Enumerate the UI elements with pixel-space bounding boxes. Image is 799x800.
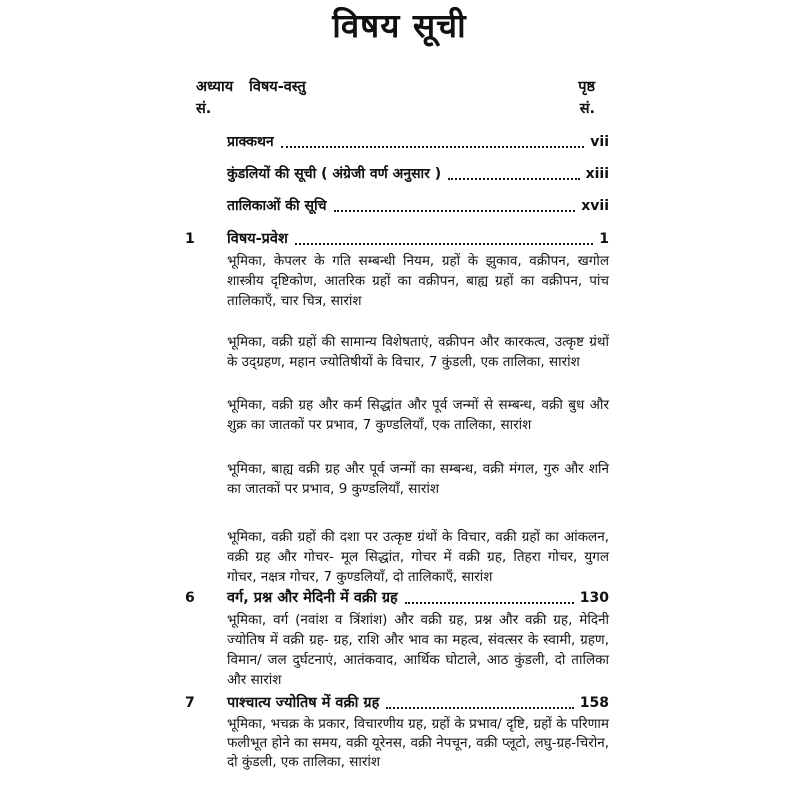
chapter-description: भूमिका, भचक्र के प्रकार, विचारणीय ग्रह, ग्रहों के प्रभाव/ दृष्टि, ग्रहों के परिणाम फलीभूत होने का समय, वक्री यूरेनस, वक्री नेपचून, वक्री प्लूटो, लघु-ग्रह-चिरोन, दो कुंडली, एक तालिका, सारांश xyxy=(227,716,609,770)
chapter-title: पाश्चात्य ज्योतिष में वक्री ग्रह xyxy=(227,695,380,711)
toc-entry-chapter-2 xyxy=(185,332,609,372)
toc-column-headers xyxy=(185,76,609,120)
page-title: विषय सूची xyxy=(332,6,467,45)
toc-entry-chapter-1 xyxy=(185,228,609,311)
front-matter-row-preface xyxy=(227,132,609,153)
toc-entry-chapter-7 xyxy=(185,692,609,772)
front-matter-label: प्राक्कथन xyxy=(227,134,274,150)
chapter-title: वर्ग, प्रश्न और मेदिनी में वक्री ग्रह xyxy=(227,590,398,606)
chapter-description: भूमिका, वक्री ग्रहों की सामान्य विशेषताएं, वक्रीपन और कारकत्व, उत्कृष्ट ग्रंथों के उद्ग्रहण, महान ज्योतिषीयों के विचार, 7 कुंडली, एक तालिका, सारांश xyxy=(227,334,609,370)
chapter-description: भूमिका, वक्री ग्रह और कर्म सिद्धांत और पूर्व जन्मों से सम्बन्ध, वक्री बुध और शुक्र का जातकों पर प्रभाव, 7 कुण्डलियाँ, एक तालिका, सारांश xyxy=(227,397,609,433)
header-page-abbr: सं. xyxy=(579,101,595,117)
chapter-description: भूमिका, बाह्य वक्री ग्रह और पूर्व जन्मों का सम्बन्ध, वक्री मंगल, गुरु और शनि का जातकों पर प्रभाव, 9 कुण्डलियाँ, सारांश xyxy=(227,461,609,497)
chapter-description: भूमिका, वर्ग (नवांश व त्रिंशांश) और वक्री ग्रह, प्रश्न और वक्री ग्रह, मेदिनी ज्योतिष में वक्री ग्रह- ग्रह, राशि और भाव का महत्व, संवत्सर के स्वामी, ग्रहण, विमान/ जल दुर्घटनाएं, आतंकवाद, आर्थिक घोटाले, आठ कुंडली, दो तालिका और सारांश xyxy=(227,612,609,688)
page-number: 130 xyxy=(579,590,609,606)
chapter-title: विषय-प्रवेश xyxy=(227,231,288,247)
chapter-heading-row xyxy=(185,692,609,714)
front-matter-row-table-list xyxy=(227,196,609,217)
toc-entry-chapter-4 xyxy=(185,459,609,499)
front-matter-label: तालिकाओं की सूचि xyxy=(227,198,327,214)
chapter-description: भूमिका, वक्री ग्रहों की दशा पर उत्कृष्ट ग्रंथों के विचार, वक्री ग्रहों का आंकलन, वक्री ग्रह और गोचर- मूल सिद्धांत, गोचर में वक्री ग्रह, तिहरा गोचर, युगल गोचर, नक्षत्र गोचर, 7 कुण्डलियाँ, दो तालिकाएँ, सारांश xyxy=(227,529,609,585)
toc-entry-chapter-6 xyxy=(185,587,609,690)
page-number: 1 xyxy=(599,231,609,247)
page-number: vii xyxy=(590,134,609,150)
front-matter-label: कुंडलियों की सूची ( अंग्रेजी वर्ण अनुसार ) xyxy=(227,166,442,182)
front-matter-row-chart-list xyxy=(227,164,609,185)
header-chapter-abbr: सं. xyxy=(196,101,212,117)
dotted-leader xyxy=(386,707,573,709)
page-number: xiii xyxy=(585,166,609,182)
header-page-col xyxy=(578,76,609,120)
toc-body xyxy=(185,76,609,772)
dotted-leader xyxy=(405,602,574,604)
chapter-heading-row xyxy=(185,228,609,250)
dotted-leader xyxy=(295,243,593,245)
dotted-leader xyxy=(448,178,579,180)
chapter-number: 7 xyxy=(185,695,195,711)
header-chapter-subject xyxy=(185,76,306,120)
dotted-leader xyxy=(281,146,585,148)
front-matter-list xyxy=(185,132,609,217)
header-subject-label: विषय-वस्तु xyxy=(249,79,306,95)
chapter-description: भूमिका, केपलर के गति सम्बन्धी नियम, ग्रहों के झुकाव, वक्रीपन, खगोल शास्त्रीय दृष्टिकोण, आतरिक ग्रहों का वक्रीपन, बाह्य ग्रहों का वक्रीपन, पांच तालिकाएँ, चार चित्र, सारांश xyxy=(227,253,609,309)
chapter-number: 1 xyxy=(185,231,195,247)
page-number: 158 xyxy=(579,695,609,711)
chapter-number: 6 xyxy=(185,590,195,606)
dotted-leader xyxy=(334,210,576,212)
toc-entry-chapter-3 xyxy=(185,395,609,435)
toc-entry-chapter-5 xyxy=(185,527,609,587)
chapter-heading-row xyxy=(185,587,609,609)
header-page-label: पृष्ठ xyxy=(578,79,595,95)
header-chapter-label: अध्याय xyxy=(196,79,234,95)
page-number: xvii xyxy=(581,198,609,214)
